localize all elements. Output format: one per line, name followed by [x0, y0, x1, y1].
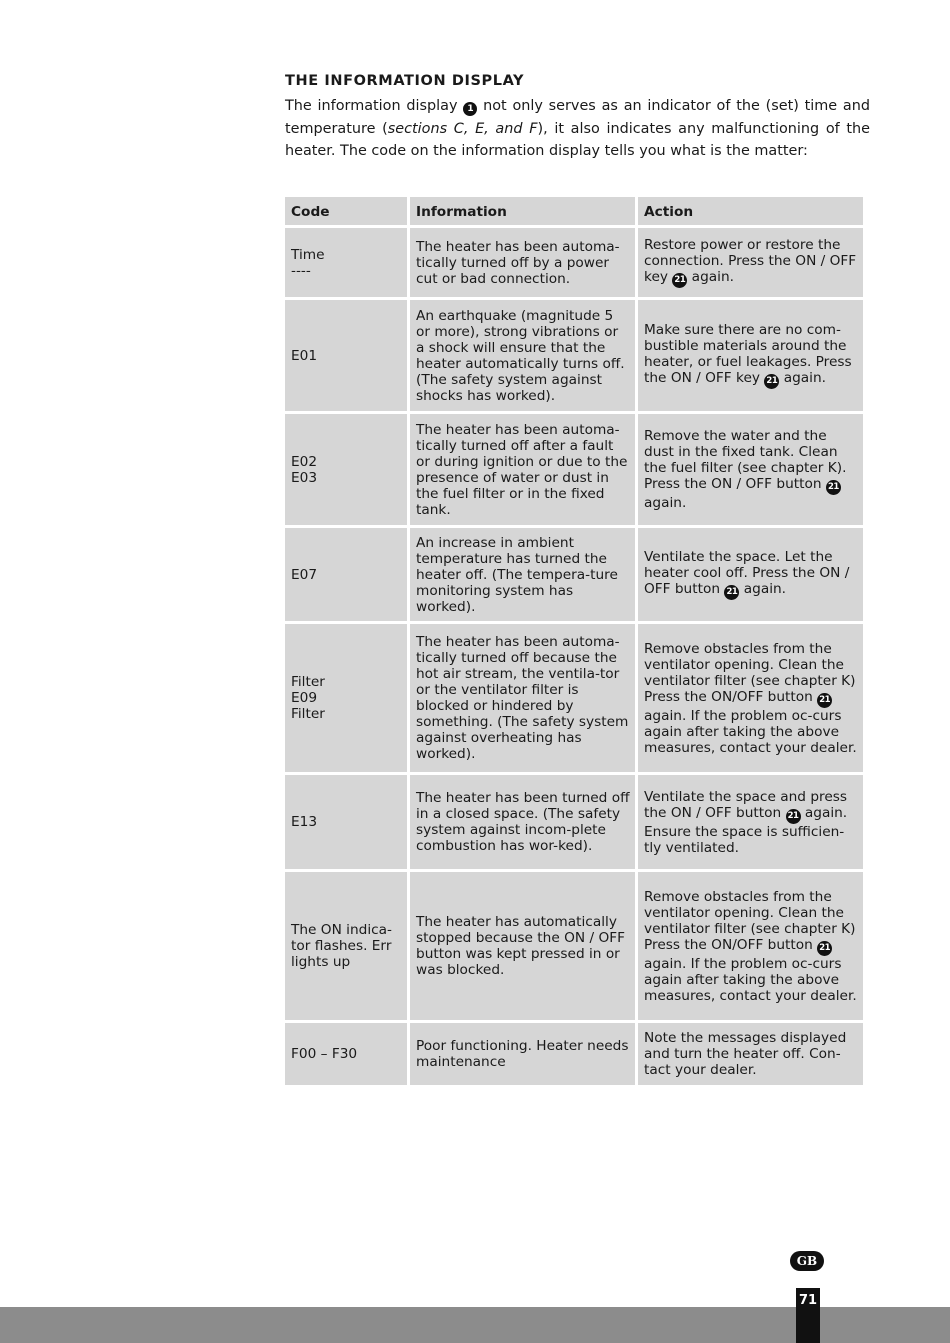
table-row: [285, 624, 863, 775]
table-row: [285, 872, 863, 1023]
action-text-continued: again.: [644, 495, 687, 511]
information-cell: Poor functioning. Heater needs maintenance: [410, 1023, 635, 1088]
code-line: The ON indica-tor flashes. Err lights up: [291, 922, 392, 970]
table-body: [285, 228, 863, 1088]
information-cell: The heater has been automa-tically turned off after a fault or during ignition or due to the presence of water or dust in the fuel filter or in the fixed tank.: [410, 414, 635, 528]
information-cell: The heater has been automa-tically turned off because the hot air stream, the ventila-tor or the ventilator filter is blocked or hindered by something. (The safety system against overheating has worked).: [410, 624, 635, 775]
action-text: Make sure there are no com-bustible materials around the heater, or fuel leakages. Press the ON / OFF key: [644, 322, 852, 386]
action-text-continued: again. If the problem oc-curs again after taking the above measures, contact your dealer.: [644, 707, 857, 756]
action-cell: [638, 624, 863, 775]
code-line: E02: [291, 453, 318, 470]
code-cell: [285, 300, 407, 414]
on-off-key-badge: 21: [826, 480, 841, 495]
action-text: Ventilate the space and press the ON / OFF button: [644, 788, 848, 821]
table-row: [285, 1023, 863, 1088]
code-cell: [285, 414, 407, 528]
table-row: [285, 414, 863, 528]
information-cell: An increase in ambient temperature has turned the heater off. (The tempera-ture monitoring system has worked).: [410, 528, 635, 624]
display-number-badge: 1: [463, 102, 477, 116]
action-text-continued: again.: [687, 269, 734, 285]
code-line: E03: [291, 469, 318, 486]
code-line: E13: [291, 814, 318, 830]
table-row: [285, 775, 863, 872]
code-line: F00 – F30: [291, 1046, 358, 1062]
page-number: 71: [798, 1293, 818, 1308]
header-action: Action: [638, 197, 863, 228]
code-line: E01: [291, 347, 318, 364]
code-cell: [285, 528, 407, 624]
intro-paragraph: [285, 95, 870, 163]
table-row: [285, 228, 863, 300]
code-line: E09: [291, 690, 318, 706]
action-text: Remove obstacles from the ventilator opening. Clean the ventilator filter (see chapter K) Press the ON/OFF button: [644, 888, 856, 953]
action-cell: [638, 528, 863, 624]
code-line: ----: [291, 262, 311, 279]
table-header-row: [285, 197, 863, 228]
table-row: [285, 528, 863, 624]
action-cell: [638, 228, 863, 300]
code-cell: [285, 1023, 407, 1088]
on-off-key-badge: 21: [817, 693, 832, 708]
code-line: E07: [291, 566, 318, 583]
code-cell: [285, 775, 407, 872]
on-off-key-badge: 21: [817, 941, 832, 956]
action-text: Restore power or restore the connection. Press the ON / OFF key: [644, 237, 857, 285]
intro-text-3: ), it also indicates any malfunctioning of the heater. The code on the information display tells you what is the matter:: [285, 120, 870, 159]
information-cell: The heater has automatically stopped because the ON / OFF button was kept pressed in or was blocked.: [410, 872, 635, 1023]
action-text-continued: again.: [739, 581, 787, 597]
action-text-continued: again. Ensure the space is sufficien-tly ventilated.: [644, 804, 848, 856]
information-cell: The heater has been automa-tically turned off by a power cut or bad connection.: [410, 228, 635, 300]
code-cell: [285, 228, 407, 300]
intro-text-1: The information display: [285, 98, 458, 114]
code-line: Filter: [291, 706, 325, 722]
code-cell: [285, 624, 407, 775]
intro-text-2: not only serves as an indicator of the (set) time and temperature (: [285, 98, 870, 137]
on-off-key-badge: 21: [786, 809, 801, 824]
action-text: Ventilate the space. Let the heater cool off. Press the ON / OFF button: [644, 549, 850, 597]
information-cell: The heater has been turned off in a closed space. (The safety system against incom-plete combustion has wor-ked).: [410, 775, 635, 872]
code-line: Filter: [291, 674, 325, 690]
action-text: Remove obstacles from the ventilator opening. Clean the ventilator filter (see chapter K) Press the ON/OFF button: [644, 640, 856, 705]
table-row: [285, 300, 863, 414]
action-text-continued: again.: [779, 370, 826, 386]
action-cell: [638, 1023, 863, 1088]
on-off-key-badge: 21: [672, 273, 687, 288]
action-cell: [638, 414, 863, 528]
section-heading: THE INFORMATION DISPLAY: [285, 73, 525, 89]
action-cell: [638, 300, 863, 414]
information-cell: An earthquake (magnitude 5 or more), strong vibrations or a shock will ensure that the heater automatically turns off. (The safety system against shocks has worked).: [410, 300, 635, 414]
action-cell: [638, 775, 863, 872]
action-text: Remove the water and the dust in the fixed tank. Clean the fuel filter (see chapter K). Press the ON / OFF button: [644, 428, 847, 492]
intro-sections: sections C, E, and F: [387, 120, 538, 137]
code-cell: [285, 872, 407, 1023]
action-cell: [638, 872, 863, 1023]
header-information: Information: [410, 197, 635, 228]
error-code-table: [282, 197, 866, 1088]
action-text: Note the messages displayed and turn the heater off. Con-tact your dealer.: [644, 1030, 847, 1078]
action-text-continued: again. If the problem oc-curs again after taking the above measures, contact your dealer.: [644, 955, 857, 1004]
on-off-key-badge: 21: [724, 585, 739, 600]
on-off-key-badge: 21: [764, 374, 779, 389]
header-code: Code: [285, 197, 407, 228]
code-line: Time: [291, 246, 325, 263]
language-badge: GB: [790, 1251, 824, 1271]
